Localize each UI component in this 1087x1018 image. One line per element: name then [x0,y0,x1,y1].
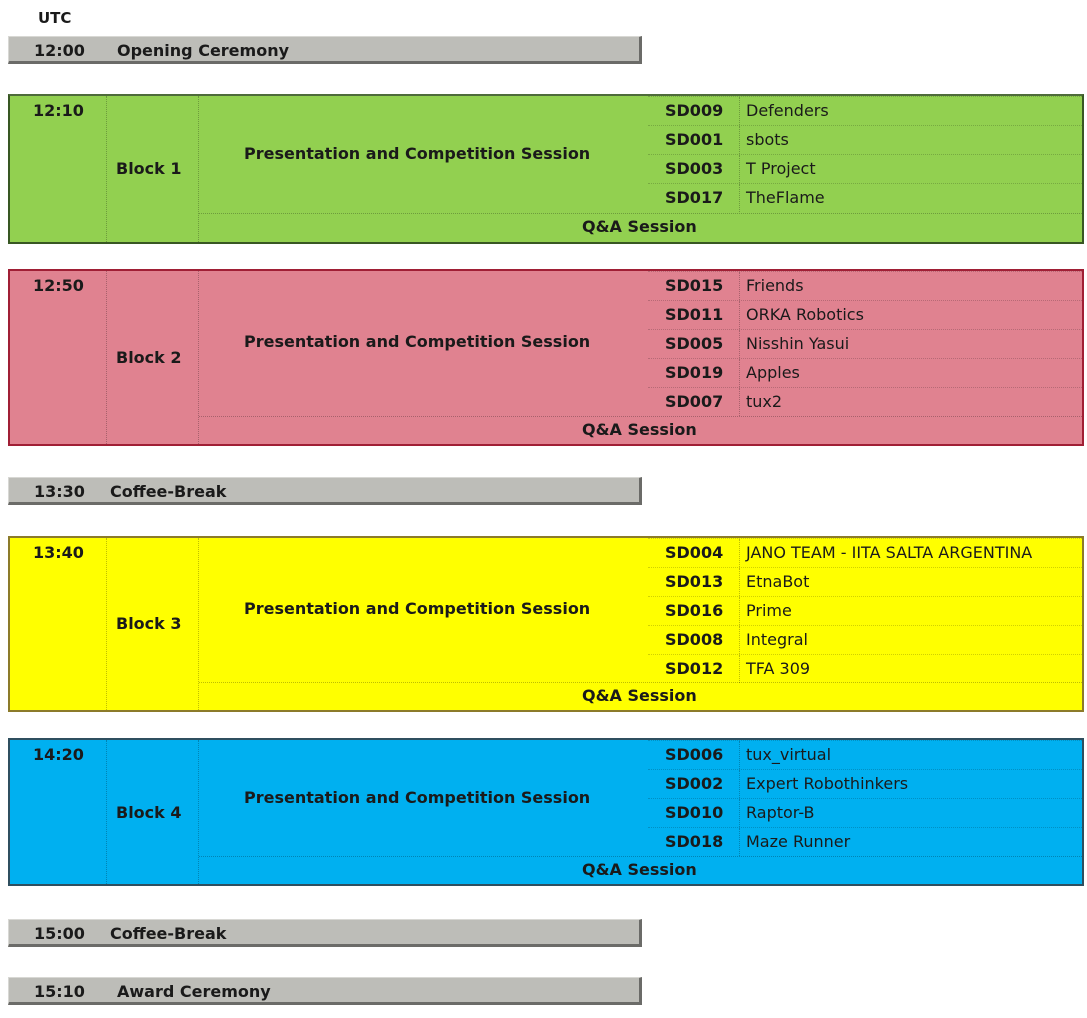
block-time: 14:20 [33,745,84,764]
bar-time: 12:00 [34,41,85,60]
block-name-cell [107,740,199,884]
schedule-block-4 [8,738,1084,886]
team-name: Integral [746,630,808,649]
team-code: SD018 [665,832,724,851]
block-time-cell [10,740,107,884]
team-code: SD009 [665,101,724,120]
block-time-cell [10,538,107,710]
team-name: T Project [746,159,816,178]
qa-session-row [199,682,1082,711]
bar-label: Coffee-Break [110,924,227,943]
team-row [648,567,1082,596]
qa-session-label: Q&A Session [582,686,697,705]
team-name: EtnaBot [746,572,810,591]
team-code: SD015 [665,276,724,295]
session-title: Presentation and Competition Session [244,788,591,807]
team-name: Prime [746,601,792,620]
schedule-bar-opening-ceremony [8,36,642,64]
team-code: SD008 [665,630,724,649]
team-row [648,596,1082,625]
team-row [648,769,1082,798]
block-name: Block 3 [116,614,182,633]
team-row [648,740,1082,769]
block-name-cell [107,96,199,242]
team-row [648,387,1082,416]
block-time-cell [10,96,107,242]
bar-time: 13:30 [34,482,85,501]
block-name-cell [107,538,199,710]
bar-label: Award Ceremony [117,982,271,1001]
team-row [648,300,1082,329]
team-code: SD005 [665,334,724,353]
team-code: SD004 [665,543,724,562]
team-code: SD017 [665,188,724,207]
team-name: ORKA Robotics [746,305,864,324]
team-row [648,183,1082,212]
team-code: SD011 [665,305,724,324]
team-code: SD007 [665,392,724,411]
bar-time: 15:00 [34,924,85,943]
team-code: SD010 [665,803,724,822]
team-name: Friends [746,276,804,295]
team-code: SD006 [665,745,724,764]
bar-time: 15:10 [34,982,85,1001]
team-name: Maze Runner [746,832,851,851]
team-name: sbots [746,130,789,149]
block-time: 12:50 [33,276,84,295]
team-code: SD001 [665,130,724,149]
team-row [648,798,1082,827]
session-cell [199,96,648,214]
schedule-block-2 [8,269,1084,446]
qa-session-row [199,856,1082,885]
team-name: tux2 [746,392,783,411]
session-title: Presentation and Competition Session [244,332,591,351]
schedule-block-1 [8,94,1084,244]
qa-session-row [199,416,1082,445]
team-row [648,827,1082,856]
schedule-bar-coffee-break [8,919,642,947]
block-name-cell [107,271,199,444]
session-title: Presentation and Competition Session [244,144,591,163]
team-name: Apples [746,363,800,382]
block-name: Block 2 [116,348,182,367]
team-row [648,125,1082,154]
block-time: 12:10 [33,101,84,120]
qa-session-row [199,213,1082,242]
team-code: SD002 [665,774,724,793]
team-name: JANO TEAM - IITA SALTA ARGENTINA [746,543,1033,562]
team-code: SD019 [665,363,724,382]
team-row [648,538,1082,567]
team-name: TheFlame [746,188,825,207]
schedule-bar-award-ceremony [8,977,642,1005]
team-name: Defenders [746,101,829,120]
team-name: tux_virtual [746,745,832,764]
team-row [648,654,1082,683]
session-cell [199,538,648,682]
team-name: Expert Robothinkers [746,774,909,793]
session-cell [199,740,648,856]
team-row [648,329,1082,358]
session-cell [199,271,648,416]
team-name: TFA 309 [746,659,811,678]
qa-session-label: Q&A Session [582,860,697,879]
team-code: SD016 [665,601,724,620]
schedule-bar-coffee-break [8,477,642,505]
team-code: SD013 [665,572,724,591]
team-row [648,96,1082,125]
team-row [648,154,1082,183]
team-code: SD012 [665,659,724,678]
team-name: Nisshin Yasui [746,334,850,353]
team-row [648,625,1082,654]
qa-session-label: Q&A Session [582,217,697,236]
team-row [648,271,1082,300]
bar-label: Opening Ceremony [117,41,290,60]
block-time: 13:40 [33,543,84,562]
qa-session-label: Q&A Session [582,420,697,439]
schedule-block-3 [8,536,1084,712]
session-title: Presentation and Competition Session [244,599,591,618]
block-name: Block 1 [116,159,182,178]
team-row [648,358,1082,387]
block-time-cell [10,271,107,444]
bar-label: Coffee-Break [110,482,227,501]
timezone-label: UTC [38,9,72,27]
team-code: SD003 [665,159,724,178]
team-name: Raptor-B [746,803,815,822]
block-name: Block 4 [116,803,182,822]
